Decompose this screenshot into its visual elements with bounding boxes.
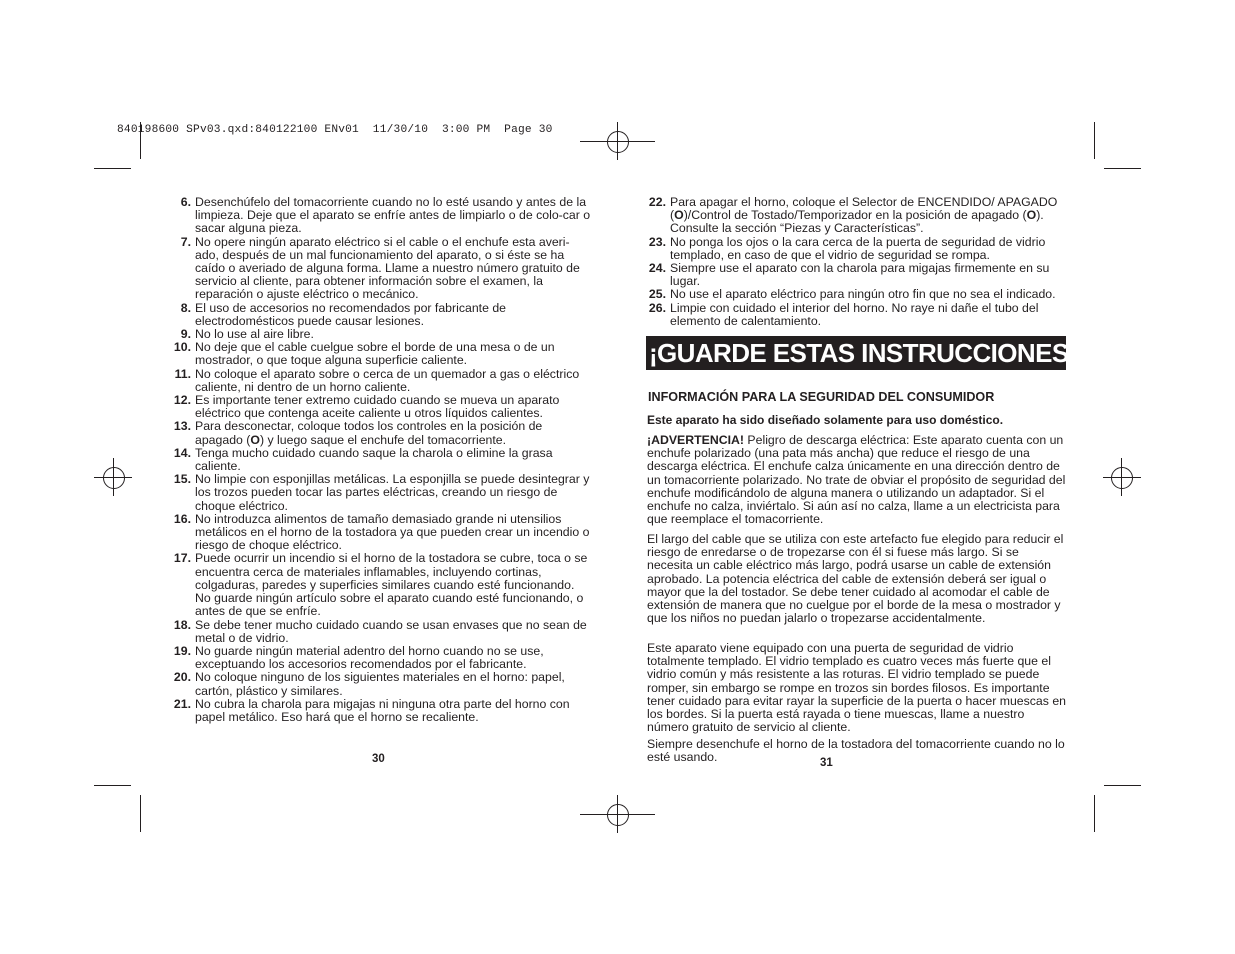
list-item: 8. El uso de accesorios no recomendados por fabricante de electrodomésticos puede causar lesiones. — [180, 300, 507, 328]
list-item: 14. Tenga mucho cuidado cuando saque la charola o elimine la grasa caliente. — [173, 445, 553, 474]
crop-mark-top-right-h — [1104, 168, 1141, 169]
list-item: 22. Para apagar el horno, coloque el Selector de ENCENDIDO/ APAGADO (O)/Control de Tostado/Temporizador en la posición de apagado (O). Consulte la sección “Piezas y Características”. — [648, 195, 1058, 236]
list-item: 13. Para desconectar, coloque todos los controles en la posición de apagado (O) y luego saque el enchufe del tomacorriente. — [173, 419, 543, 447]
list-item: 19. No guarde ningún material adentro del horno cuando no se use, exceptuando los accesorios recomendados por el fabricante. — [173, 643, 544, 672]
list-item: 17. Puede ocurrir un incendio si el horno de la tostadora se cubre, toca o se encuentra cerca de materiales inflamables, incluyendo cortinas, colgaduras, paredes y superficies similares cuando esté funcionando. No guarde ningún artículo sobre el aparato cuando esté funcionando, o antes de que se enfríe. — [173, 551, 588, 619]
list-item: 24. Siempre use el aparato con la charola para migajas firmemente en su lugar. — [648, 261, 1050, 289]
crop-mark-top-right-v — [1094, 122, 1095, 159]
list-item: 7. No opere ningún aparato eléctrico si el cable o el enchufe esta averi-ado, después de un mal funcionamiento del aparato, o si éste se ha caído o averiado de alguna forma. Llame a nuestro número gratuito de servicio al cliente, para obtener información sobre el examen, la reparación o ajuste eléctrico o mecánico. — [180, 234, 580, 302]
list-item: 16. No introduzca alimentos de tamaño demasiado grande ni utensilios metálicos en el horno de la tostadora ya que pueden crear un incendio o riesgo de choque eléctrico. — [173, 511, 590, 553]
registration-top-circle — [607, 131, 629, 153]
save-instructions-banner: ¡GUARDE ESTAS INSTRUCCIONES! — [646, 336, 1066, 370]
list-item: 25. No use el aparato eléctrico para ningún otro fin que no sea el indicado. — [648, 287, 1056, 302]
crop-mark-bottom-left-h — [94, 785, 131, 786]
right-column — [646, 196, 1068, 328]
list-item: 23. No ponga los ojos o la cara cerca de la puerta de seguridad de vidrio templado, en caso de que el vidrio de seguridad se rompa. — [648, 234, 1046, 262]
household-use-note: Este aparato ha sido diseñado solamente para uso doméstico. — [647, 413, 1004, 427]
crop-mark-bottom-right-v — [1094, 795, 1095, 832]
list-item: 26. Limpie con cuidado el interior del horno. No raye ni dañe el tubo del elemento de calentamiento. — [648, 300, 1039, 328]
print-slug: 840198600 SPv03.qxd:840122100 ENv01 11/30/10 3:00 PM Page 30 — [117, 124, 553, 136]
list-item: 10. No deje que el cable cuelgue sobre el borde de una mesa o de un mostrador, o que toque alguna superficie caliente. — [173, 340, 555, 368]
page-number-left: 30 — [372, 753, 385, 765]
list-item: 6. Desenchúfelo del tomacorriente cuando no lo esté usando y antes de la limpieza. Deje que el aparato se enfríe antes de limpiarlo o de colo-car o sacar alguna pieza. — [180, 195, 591, 236]
list-item: 18. Se debe tener mucho cuidado cuando se usan envases que no sean de metal o de vidrio. — [173, 617, 587, 645]
warning-label: ¡ADVERTENCIA! — [647, 433, 745, 447]
cord-paragraph: El largo del cable que se utiliza con este artefacto fue elegido para reducir el riesgo de enredarse o de tropezarse con él si fuese más largo. Si se necesita un cable eléctrico más largo, podrá usarse un cable de extensión aprobado. La potencia eléctrica del cable de extensión deberá ser igual o mayor que la del tostador. Se debe tener cuidado al acomodar el cable de extensión de manera que no cuelgue por el borde de la mesa o mostrador y que los niños no puedan jalarlo o tropezarse accidentalmente. — [647, 532, 1064, 626]
registration-right-circle — [1111, 467, 1133, 489]
glass-door-paragraph: Este aparato viene equipado con una puerta de seguridad de vidrio totalmente templado. El vidrio templado es cuatro veces más fuerte que el vidrio común y más resistente a las roturas. El vidrio templado se puede romper, sin embargo se rompe en trozos sin bordes filosos. Es importante tener cuidado para evitar rayar la superficie de la puerta o hacer muescas en los bordes. Si la puerta está rayada o tiene muescas, llame a nuestro número gratuito de servicio al cliente. — [647, 641, 1067, 735]
crop-mark-bottom-right-h — [1104, 785, 1141, 786]
crop-mark-top-left-h — [94, 168, 131, 169]
crop-mark-bottom-left-v — [140, 795, 141, 832]
registration-bottom-circle — [607, 804, 629, 826]
list-item: 21. No cubra la charola para migajas ni ninguna otra parte del horno con papel metálico. Eso hará que el horno se recaliente. — [173, 696, 570, 724]
consumer-safety-heading: INFORMACIÓN PARA LA SEGURIDAD DEL CONSUMIDOR — [648, 390, 995, 404]
registration-left-circle — [103, 467, 125, 489]
list-item: 12. Es importante tener extremo cuidado cuando se mueva un aparato eléctrico que contenga aceite caliente u otros líquidos calientes. — [173, 393, 560, 421]
list-item: 20. No coloque ninguno de los siguientes materiales en el horno: papel, cartón, plástico y similares. — [173, 670, 565, 698]
unplug-paragraph: Siempre desenchufe el horno de la tostadora del tomacorriente cuando no lo esté usando. — [647, 737, 1065, 765]
list-item: 15. No limpie con esponjillas metálicas. La esponjilla se puede desintegrar y los trozos pueden tocar las partes eléctricas, creando un riesgo de choque eléctrico. — [173, 472, 590, 513]
list-item: 9. No lo use al aire libre. — [180, 327, 314, 342]
left-column — [171, 196, 591, 724]
list-item: 11. No coloque el aparato sobre o cerca de un quemador a gas o eléctrico caliente, ni dentro de un horno caliente. — [174, 366, 580, 394]
page-number-right: 31 — [820, 757, 833, 769]
warning-paragraph: ¡ADVERTENCIA! Peligro de descarga eléctrica: Este aparato cuenta con un enchufe polarizado (una pata más ancha) que reduce el riesgo de una descarga eléctrica. El enchufe calza únicamente en una dirección dentro de un tomacorriente polarizado. No trate de obviar el propósito de seguridad del enchufe modificándolo de alguna manera o utilizando un adaptador. Si el enchufe no calza, inviértalo. Si aún así no calza, llame a un electricista para que reemplace el tomacorriente. — [647, 433, 1066, 527]
